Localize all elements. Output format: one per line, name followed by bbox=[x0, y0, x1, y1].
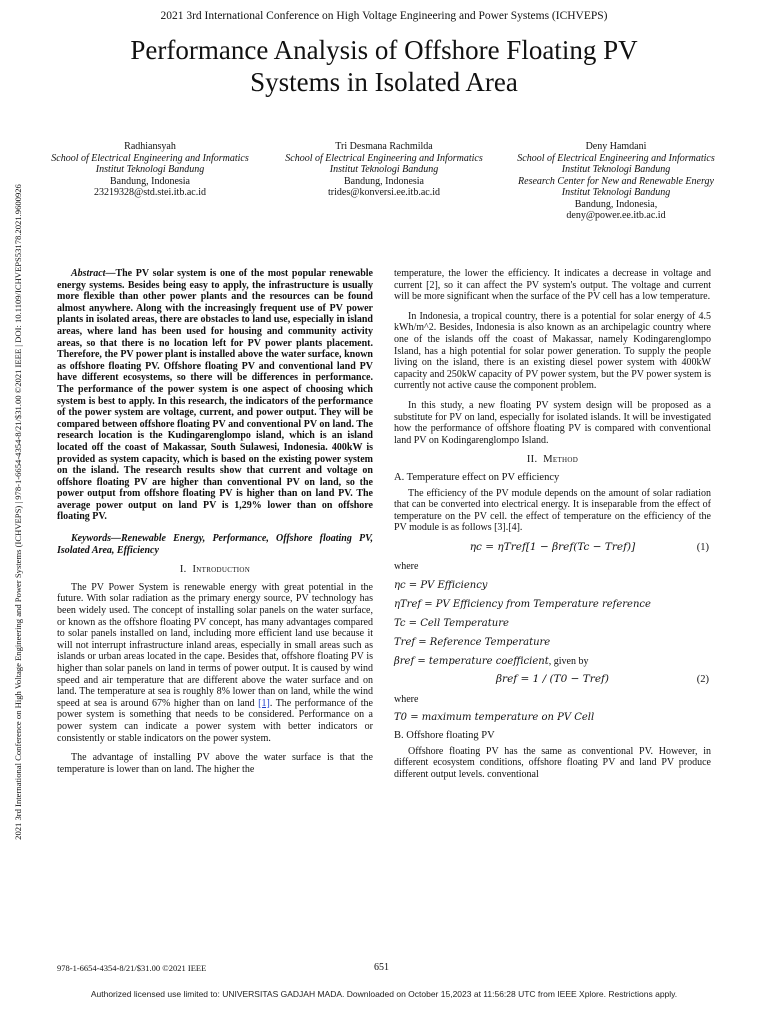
paper-title bbox=[40, 34, 728, 98]
subsection-a: A. Temperature effect on PV efficiency bbox=[394, 471, 560, 483]
definition-tc: Tc = Cell Temperature bbox=[394, 618, 509, 630]
equation-1: ηc = ηTref[1 − βref(Tc − Tref)] (1) bbox=[469, 540, 709, 553]
author-affiliation: School of Electrical Engineering and Informatics bbox=[285, 152, 483, 164]
side-doi-text: 2021 3rd International Conference on High Voltage Engineering and Power Systems (ICHVEPS) | 978-1-6654-4354-8/21/$31.00 ©2021 IEEE | DOI: 10.1109/ICHVEPS53178.2021.9600926 bbox=[13, 184, 23, 840]
license-notice: Authorized licensed use limited to: UNIVERSITAS GADJAH MADA. Downloaded on October 15,2023 at 11:56:28 UTC from IEEE Xplore. Restrictions apply. bbox=[90, 989, 678, 999]
conference-header: 2021 3rd International Conference on High Voltage Engineering and Power Systems (ICHVEPS) bbox=[160, 10, 608, 22]
author-name: Deny Hamdani bbox=[585, 141, 647, 152]
paragraph-study: In this study, a new floating PV system design will be proposed as a substitute for PV on land, especially for isolated islands. It will be investigated how the performance of offshore floating PV is compared with conventional land PV on Kodingarenglompo Island. bbox=[394, 399, 711, 446]
author-affiliation: School of Electrical Engineering and Informatics bbox=[517, 152, 715, 164]
equation-number: (2) bbox=[696, 674, 709, 686]
definition-beta-ref: βref = temperature coefficient, given by bbox=[394, 656, 589, 668]
method-paragraph-2: Offshore floating PV has the same as conventional PV. However, in different ecosystem conditions, offshore floating PV and land PV produce different output levels. conventional bbox=[394, 745, 711, 781]
page-number: 651 bbox=[374, 962, 389, 973]
author-email: deny@power.ee.itb.ac.id bbox=[566, 210, 666, 221]
citation-link[interactable]: [1] bbox=[258, 697, 270, 709]
author-2 bbox=[284, 141, 484, 199]
author-email: trides@konversi.ee.itb.ac.id bbox=[328, 187, 440, 198]
author-3 bbox=[516, 141, 716, 222]
side-margin bbox=[10, 140, 26, 884]
definition-t0: T0 = maximum temperature on PV Cell bbox=[394, 712, 595, 724]
abstract bbox=[57, 268, 373, 523]
footer-isbn: 978-1-6654-4354-8/21/$31.00 ©2021 IEEE bbox=[57, 963, 207, 973]
abstract-label: Abstract bbox=[71, 268, 106, 279]
author-institution: Institut Teknologi Bandung bbox=[329, 164, 439, 175]
where-label: where bbox=[394, 561, 419, 573]
intro-paragraph-2: The advantage of installing PV above the water surface is that the temperature is lower than on land. The higher the bbox=[57, 752, 373, 775]
keywords: Keywords—Renewable Energy, Performance, Offshore floating PV, Isolated Area, Efficiency bbox=[57, 533, 373, 556]
intro-paragraph-1: The PV Power System is renewable energy with great potential in the future. With solar radiation as the primary energy source, PV technology has been widely used. The concept of installing solar panels on the water surface, or known as the offshore floating PV concept, has many advantages compared to solar panels installed on land, including more efficient land use because it will not interrupt infrastructure inland areas, especially in small areas such as islands or urban areas located in the cape. Besides that, offshore floating PV is higher than solar panels on land in terms of power output. It is caused by wind speed and air temperature that are different above the water surface and on land. The temperature at sea is roughly 8% lower than on land, while the wind speed at sea is around 67% higher than on land [1]. The performance of the power system is something that needs to be considered. Performance on a power system can indicate a power system with better indicators or consistently or stable indicators on the power system. bbox=[57, 581, 373, 744]
title-line-2: Systems in Isolated Area bbox=[250, 67, 518, 97]
author-1 bbox=[50, 141, 250, 199]
definition-tref: Tref = Reference Temperature bbox=[394, 637, 551, 649]
author-institution: Institut Teknologi Bandung bbox=[95, 164, 205, 175]
subsection-b: B. Offshore floating PV bbox=[394, 730, 495, 742]
title-line-1: Performance Analysis of Offshore Floating PV bbox=[130, 35, 638, 65]
author-location: Bandung, Indonesia, bbox=[574, 198, 658, 210]
author-affiliation: School of Electrical Engineering and Informatics bbox=[51, 152, 249, 164]
author-name: Tri Desmana Rachmilda bbox=[335, 141, 433, 152]
paragraph-indonesia: In Indonesia, a tropical country, there is a potential for solar energy of 4.5 kWh/m^2. Besides, Indonesia is also known as an archipelagic country where one of the islands off the coast of Makassar, namely Kodingarenglompo Island, has a high potential for solar power generation. To supply the people living on the island, there is an existing diesel power system with 400kW capacity and 250kW capacity of PV power system, but the PV power system is currently not active cause the component problem. bbox=[394, 310, 711, 392]
author-institution: Institut Teknologi Bandung bbox=[561, 164, 671, 175]
where-label: where bbox=[394, 693, 419, 705]
equation-number: (1) bbox=[696, 541, 709, 553]
author-email: 23219328@std.stei.itb.ac.id bbox=[94, 187, 206, 198]
author-institution-2: Institut Teknologi Bandung bbox=[561, 187, 671, 198]
section-heading-method: II. Method bbox=[526, 454, 579, 466]
definition-eta-tref: ηTref = PV Efficiency from Temperature reference bbox=[394, 599, 651, 611]
definition-eta-c: ηc = PV Efficiency bbox=[394, 580, 488, 592]
right-column bbox=[394, 268, 711, 789]
author-location: Bandung, Indonesia bbox=[110, 175, 190, 187]
method-paragraph-1: The efficiency of the PV module depends on the amount of solar radiation that can be converted into electrical energy. It is inseparable from the effect of temperature on the PV cell. the effect of temperature on the efficiency of the PV module is as follows [3].[4]. bbox=[394, 487, 711, 534]
left-column bbox=[57, 268, 373, 783]
paragraph-continued: temperature, the lower the efficiency. It indicates a decrease in voltage and current [2], so it can affect the PV system's output. The voltage and current will be more significant when the surface of the PV cell has a low temperature. bbox=[394, 268, 711, 303]
author-location: Bandung, Indonesia bbox=[344, 175, 424, 187]
abstract-text: —The PV solar system is one of the most popular renewable energy systems. Besides being easy to apply, the infrastructure is usually more flexible than other power plants and the resources can be found almost anywhere. Along with the increasingly frequent use of PV power plants in isolated areas, there are obstacles to land use, especially in island areas, where land has been used for housing and community activity areas, so that there is no location left for PV power plants placement. Therefore, the PV power plant is installed above the water surface, known as offshore floating PV. Offshore floating PV and conventional land PV have different ecosystems, so there will be differences in performance. The performance of the power system is one aspect of choosing which system is best to apply. In this research, the indicators of the performance of the power system are voltage, current, and power output. They will be compared between offshore floating PV and conventional PV on land. The research location is the Kudingarenglompo island, which is an island located off the coast of Makassar, South Sulawesi, Indonesia. 400kW is provided as system capacity, which is based on the existing power system on the island. The research results show that current and voltage on offshore floating PV are higher than conventional PV on land, so the power output from offshore floating PV is higher than on land PV. The average power output on land PV is 1,29% lower than on offshore floating PV. bbox=[57, 268, 373, 523]
section-heading-introduction: I. Introduction bbox=[179, 564, 251, 576]
equation-2: βref = 1 / (T0 − Tref) (2) bbox=[495, 673, 709, 686]
author-name: Radhiansyah bbox=[124, 141, 176, 152]
author-affiliation-2: Research Center for New and Renewable Energy bbox=[518, 175, 714, 187]
